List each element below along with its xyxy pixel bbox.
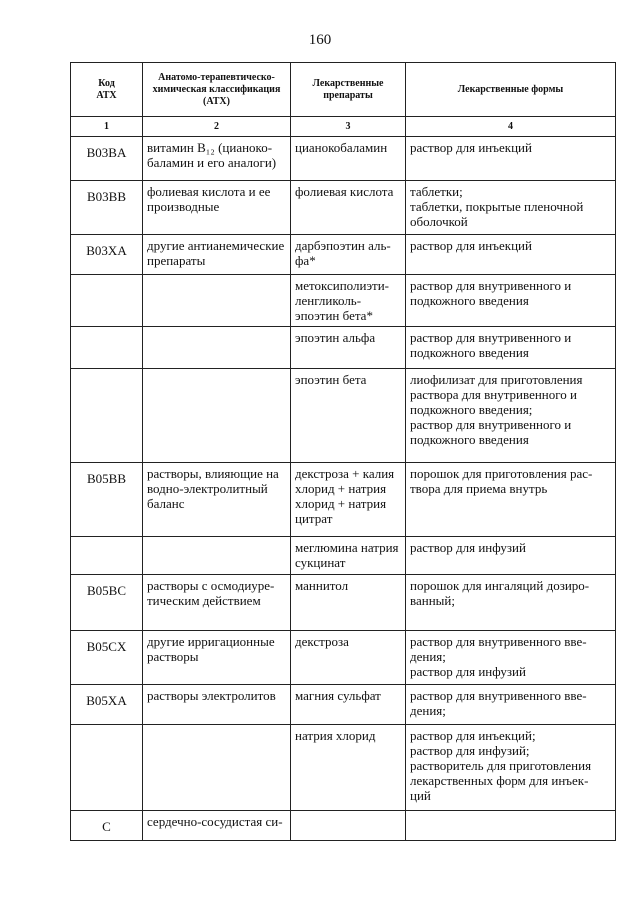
atx-code	[71, 725, 143, 811]
header-classification: Анатомо-терапевтическо- химическая классификация (АТХ)	[143, 63, 291, 117]
table-row	[71, 811, 616, 841]
page-number: 160	[308, 32, 332, 48]
atx-code: B05XA	[71, 685, 143, 725]
table-row	[71, 235, 616, 275]
drug-name: маннитол	[291, 575, 406, 631]
column-number: 3	[291, 117, 406, 137]
atx-classification: сердечно-сосудистая си-	[143, 811, 291, 841]
header-forms: Лекарственные формы	[406, 63, 616, 117]
dosage-form: лиофилизат для приготовления раствора для внутривенного и подкожного введения; раствор для внутривенного и подкожного введения	[406, 369, 616, 463]
drug-name: эпоэтин бета	[291, 369, 406, 463]
dosage-form: раствор для внутривенного и подкожного введения	[406, 275, 616, 327]
drug-name: меглюмина натрия сукцинат	[291, 537, 406, 575]
table-row	[71, 725, 616, 811]
dosage-form: раствор для инъекций; раствор для инфузий; растворитель для приготовления лекарственных форм для инъек- ций	[406, 725, 616, 811]
column-number: 2	[143, 117, 291, 137]
atx-classification	[143, 725, 291, 811]
drug-name	[291, 811, 406, 841]
atx-classification: растворы, влияющие на водно-электролитный баланс	[143, 463, 291, 537]
atx-classification: растворы с осмодиуре- тическим действием	[143, 575, 291, 631]
atx-code: B03BA	[71, 137, 143, 181]
atx-classification	[143, 327, 291, 369]
table-row	[71, 275, 616, 327]
table-row	[71, 327, 616, 369]
atx-code	[71, 275, 143, 327]
drug-name: эпоэтин альфа	[291, 327, 406, 369]
drug-name: цианокобаламин	[291, 137, 406, 181]
table-row	[71, 137, 616, 181]
atx-code	[71, 327, 143, 369]
atx-classification: другие антианемические препараты	[143, 235, 291, 275]
dosage-form: порошок для приготовления рас- твора для приема внутрь	[406, 463, 616, 537]
table-row	[71, 537, 616, 575]
table-row	[71, 463, 616, 537]
table-row	[71, 631, 616, 685]
atx-code	[71, 537, 143, 575]
table-row	[71, 369, 616, 463]
drug-name: магния сульфат	[291, 685, 406, 725]
atx-code: B05CX	[71, 631, 143, 685]
drug-name: фолиевая кислота	[291, 181, 406, 235]
table-row	[71, 685, 616, 725]
dosage-form	[406, 811, 616, 841]
header-drugs: Лекарственные препараты	[291, 63, 406, 117]
dosage-form: раствор для инфузий	[406, 537, 616, 575]
atx-classification	[143, 275, 291, 327]
atx-code	[71, 369, 143, 463]
dosage-form: раствор для внутривенного вве- дения; раствор для инфузий	[406, 631, 616, 685]
dosage-form: таблетки; таблетки, покрытые пленочной оболочкой	[406, 181, 616, 235]
header-code: Код АТХ	[71, 63, 143, 117]
table-row	[71, 575, 616, 631]
drug-name: дарбэпоэтин аль- фа*	[291, 235, 406, 275]
drug-name: метоксиполиэти- ленгликоль- эпоэтин бета*	[291, 275, 406, 327]
table-row	[71, 181, 616, 235]
atx-classification: растворы электролитов	[143, 685, 291, 725]
column-number: 1	[71, 117, 143, 137]
atx-classification	[143, 369, 291, 463]
atx-code: B05BB	[71, 463, 143, 537]
drug-name: натрия хлорид	[291, 725, 406, 811]
atx-classification: другие ирригационные растворы	[143, 631, 291, 685]
drug-name: декстроза + калия хлорид + натрия хлорид + натрия цитрат	[291, 463, 406, 537]
drug-table	[70, 62, 616, 841]
atx-classification	[143, 537, 291, 575]
dosage-form: порошок для ингаляций дозиро- ванный;	[406, 575, 616, 631]
column-number-row	[71, 117, 616, 137]
dosage-form: раствор для инъекций	[406, 137, 616, 181]
dosage-form: раствор для внутривенного и подкожного введения	[406, 327, 616, 369]
dosage-form: раствор для инъекций	[406, 235, 616, 275]
dosage-form: раствор для внутривенного вве- дения;	[406, 685, 616, 725]
atx-code: C	[71, 811, 143, 841]
header-row	[71, 63, 616, 117]
atx-code: B05BC	[71, 575, 143, 631]
atx-classification: витамин B₁₂ (цианоко- баламин и его аналоги)	[143, 137, 291, 181]
atx-code: B03BB	[71, 181, 143, 235]
drug-name: декстроза	[291, 631, 406, 685]
atx-classification: фолиевая кислота и ее производные	[143, 181, 291, 235]
column-number: 4	[406, 117, 616, 137]
atx-code: B03XA	[71, 235, 143, 275]
